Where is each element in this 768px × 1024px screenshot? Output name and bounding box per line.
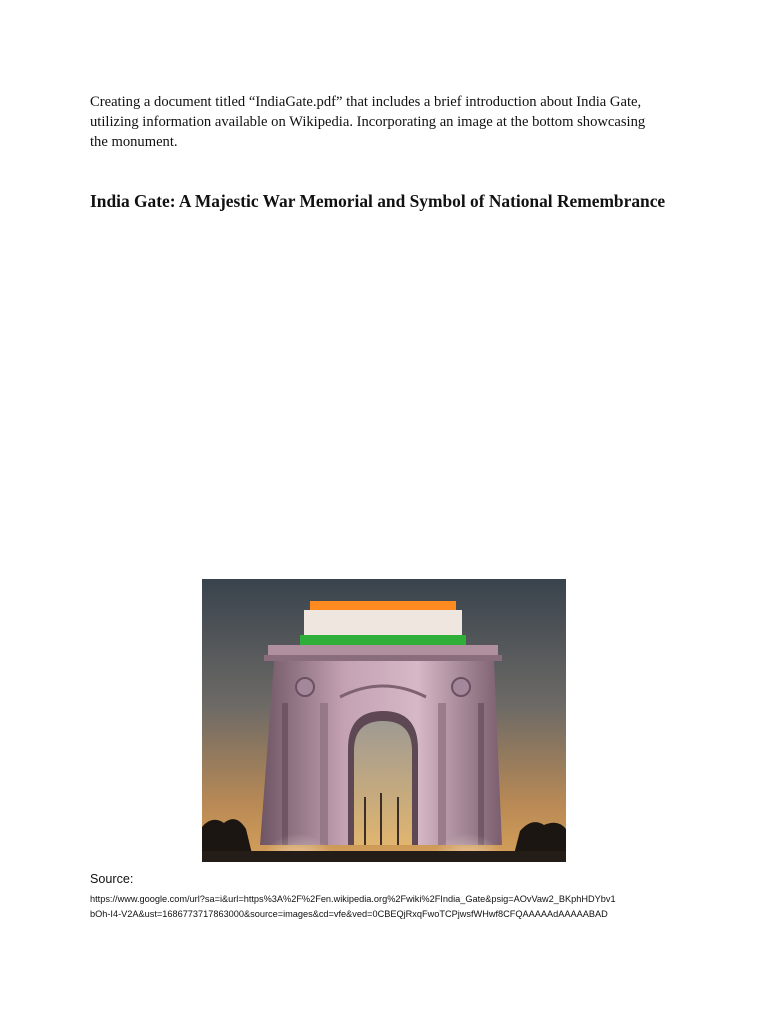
source-url-line: bOh-I4-V2A&ust=1686773717863000&source=images&cd=vfe&ved=0CBEQjRxqFwoTCPjwsfWHwf8CFQAAAAAdAAAAABAD [90,909,608,919]
document-heading: India Gate: A Majestic War Memorial and Symbol of National Remembrance [90,191,666,211]
source-citation [90,871,700,922]
source-url-line: https://www.google.com/url?sa=i&url=https%3A%2F%2Fen.wikipedia.org%2Fwiki%2FIndia_Gate&psig=AOvVaw2_BKphHDYbv1 [90,894,616,904]
intro-paragraph [90,92,690,152]
intro-line: utilizing information available on Wikipedia. Incorporating an image at the bottom showcasing [90,114,646,130]
intro-line: Creating a document titled “IndiaGate.pdf” that includes a brief introduction about India Gate, [90,94,642,110]
intro-line: the monument. [90,134,178,150]
india-gate-photo [202,579,566,862]
source-label: Source: [90,872,134,886]
